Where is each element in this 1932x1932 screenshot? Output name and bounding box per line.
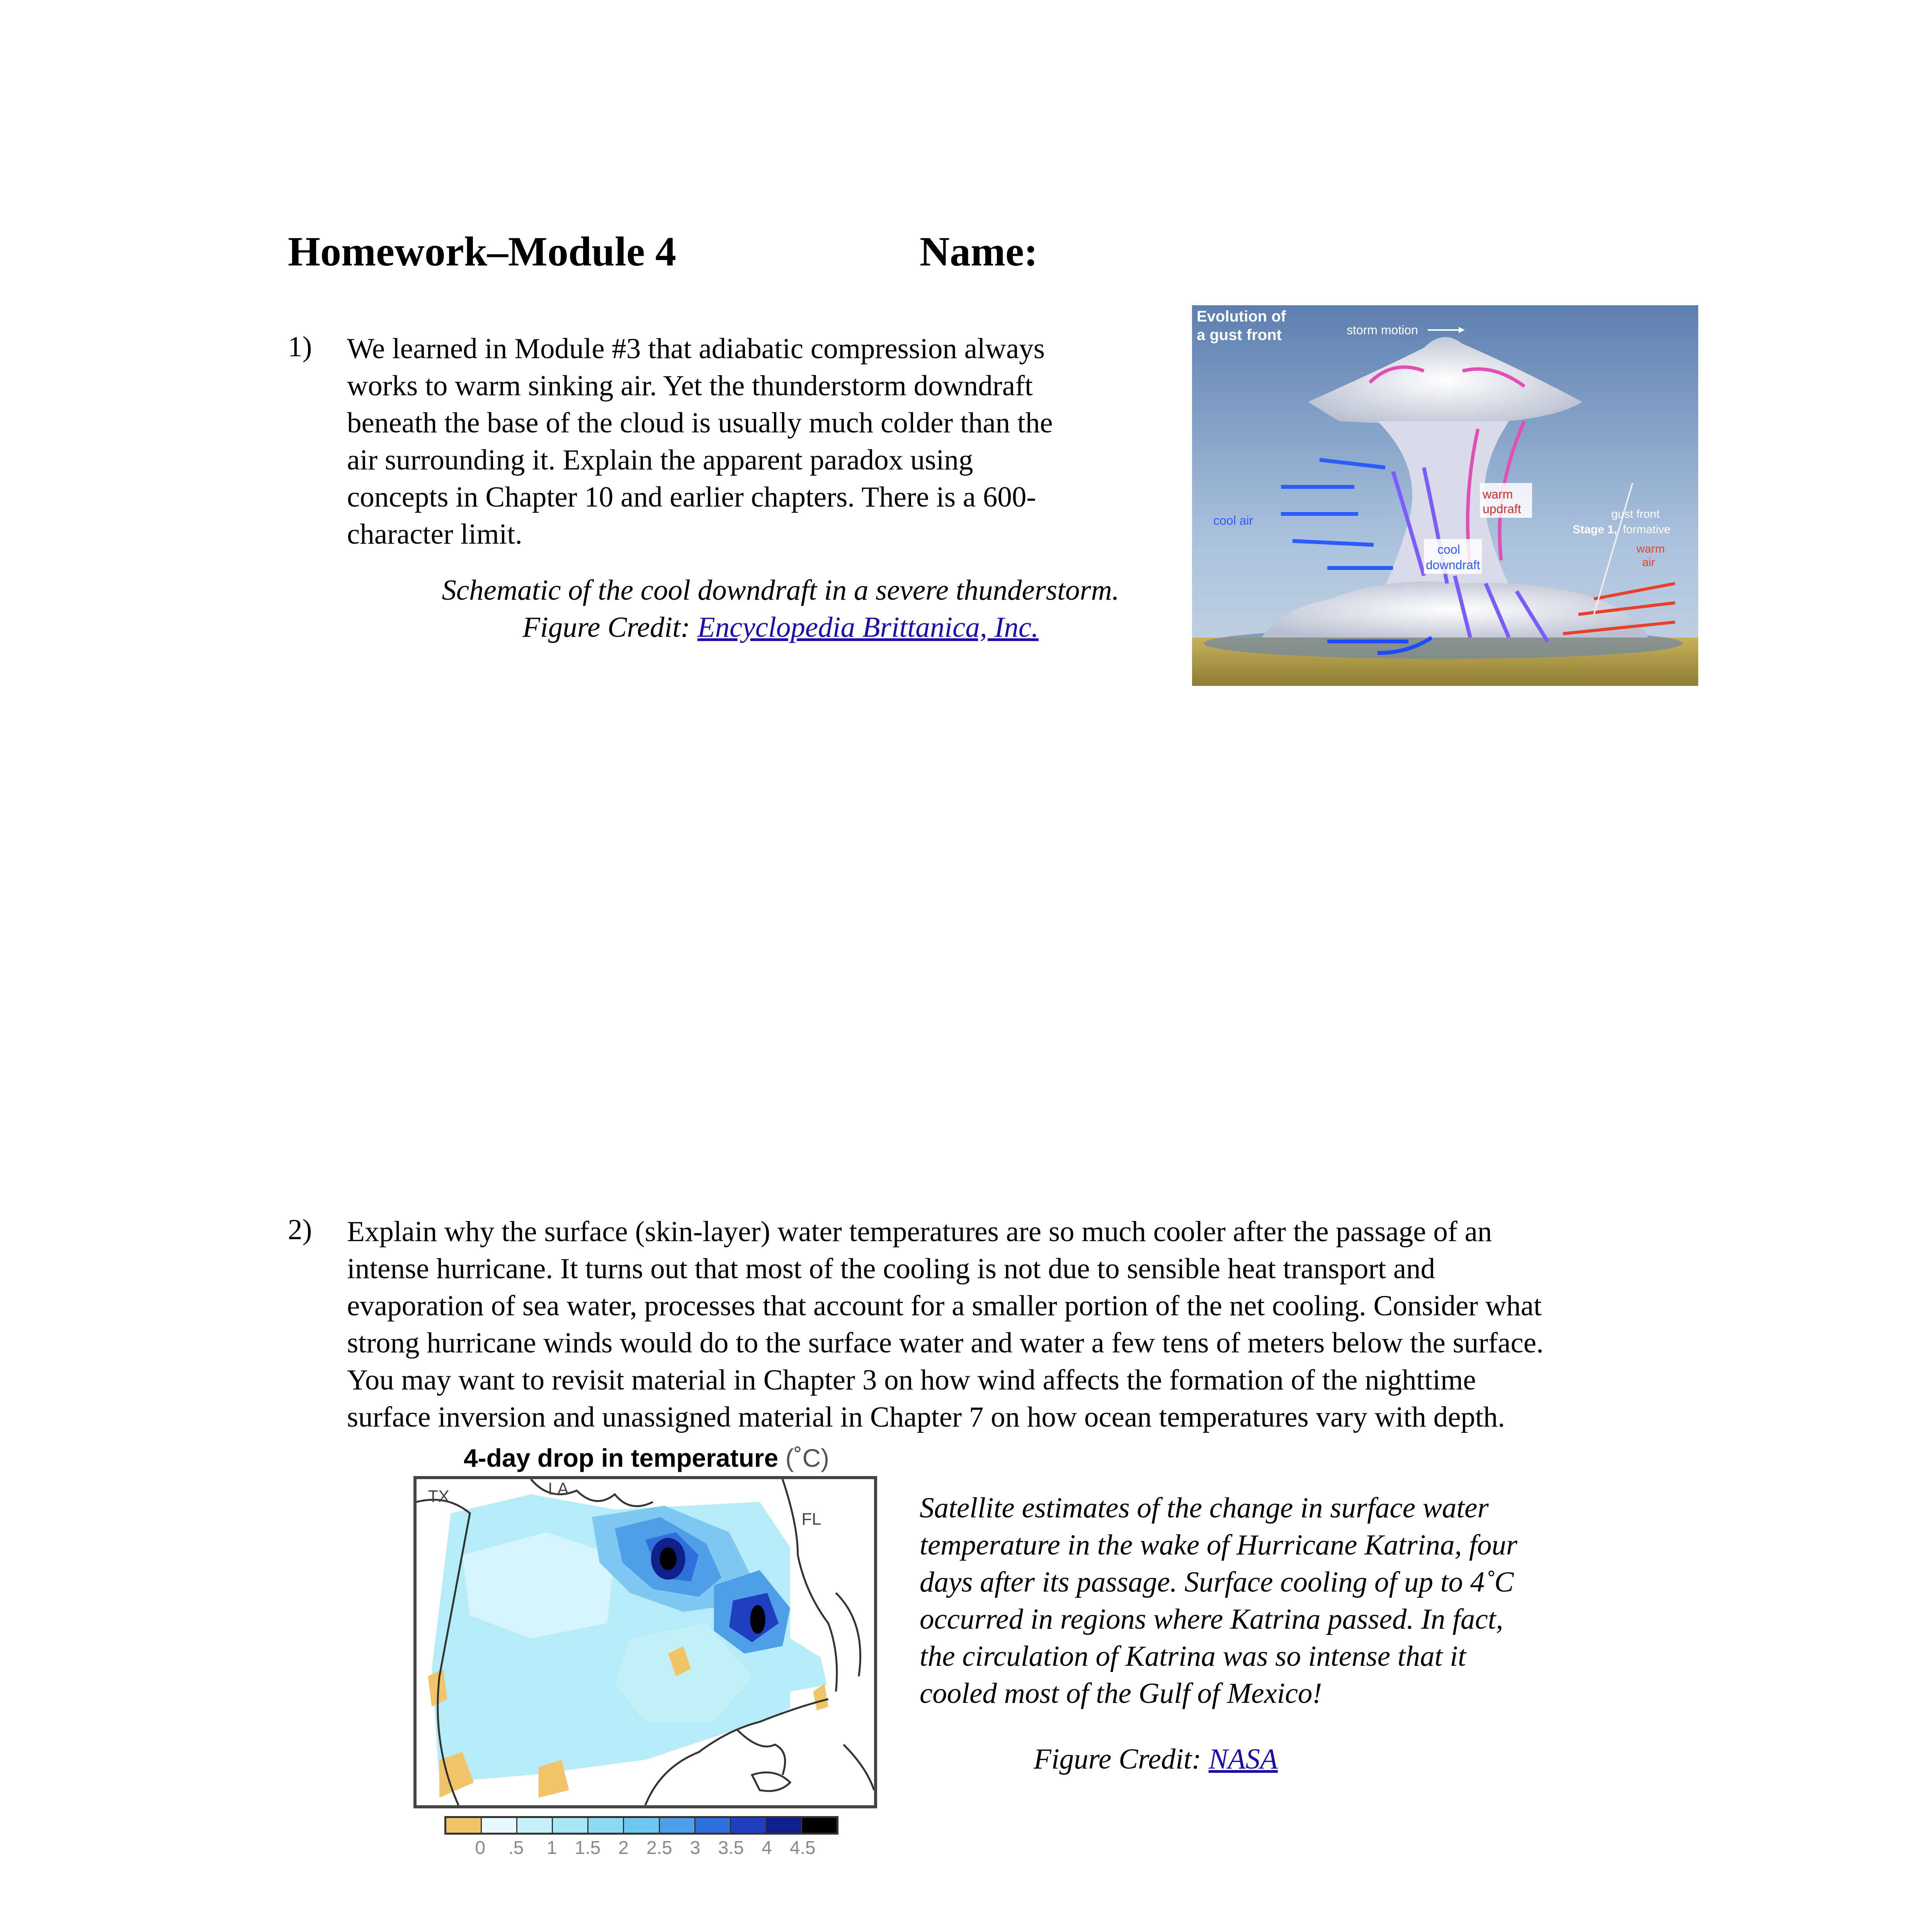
colorbar-tick-label: 3.5 — [718, 1838, 744, 1858]
question-2-text — [347, 1213, 1757, 1436]
q2-line: intense hurricane. It turns out that most of the cooling is not due to sensible heat transport and — [347, 1253, 1435, 1285]
warm-updraft-label-2: updraft — [1483, 502, 1521, 516]
florida-label: FL — [801, 1510, 821, 1529]
q2-line: You may want to revisit material in Chapter 3 on how wind affects the formation of the nighttime — [347, 1364, 1476, 1396]
figure-1-caption — [365, 572, 1196, 646]
q1-line: air surrounding it. Explain the apparent paradox using — [347, 444, 973, 476]
gust-front-label-1: gust front — [1611, 508, 1660, 520]
colorbar-cell — [482, 1818, 517, 1833]
colorbar-tick-label: 2 — [618, 1838, 629, 1858]
thunderstorm-gust-front-figure — [1192, 305, 1698, 686]
colorbar-tick-label: 2.5 — [646, 1838, 672, 1858]
colorbar-cell — [731, 1818, 767, 1833]
colorbar-cell — [553, 1818, 588, 1833]
fig2-caption-line: occurred in regions where Katrina passed. In fact, — [920, 1603, 1503, 1635]
colorbar-cell — [588, 1818, 624, 1833]
page-title: Homework–Module 4 — [288, 229, 676, 275]
figure-2-title-text: 4-day drop in temperature — [464, 1444, 779, 1472]
q2-line: strong hurricane winds would do to the surface water and water a few tens of meters below the surface. — [347, 1327, 1544, 1359]
louisiana-label: LA — [548, 1480, 569, 1498]
thunderstorm-illustration — [1192, 305, 1698, 686]
q1-line: works to warm sinking air. Yet the thunderstorm downdraft — [347, 370, 1033, 402]
question-1-number: 1) — [288, 331, 312, 363]
gulf-sst-drop-map — [413, 1476, 877, 1808]
colorbar-ticks — [444, 1837, 854, 1861]
fig2-caption-line: temperature in the wake of Hurricane Katrina, four — [920, 1529, 1518, 1561]
q1-line: character limit. — [347, 518, 522, 550]
colorbar-cell — [802, 1818, 837, 1833]
cool-downdraft-label-1: cool — [1437, 543, 1460, 556]
fig2-caption-line: days after its passage. Surface cooling of up to 4˚C — [920, 1566, 1514, 1598]
gust-front-label-3: formative — [1623, 523, 1671, 536]
warm-updraft-label-1: warm — [1483, 487, 1513, 501]
colorbar-cell — [517, 1818, 553, 1833]
question-2-number: 2) — [288, 1214, 312, 1246]
cool-downdraft-label-2: downdraft — [1426, 558, 1480, 572]
q1-line: beneath the base of the cloud is usually much colder than the — [347, 407, 1053, 439]
nasa-link[interactable]: NASA — [1208, 1743, 1278, 1775]
figure-1-caption-text: Schematic of the cool downdraft in a severe thunderstorm. — [442, 574, 1119, 606]
q2-line: surface inversion and unassigned material in Chapter 7 on how ocean temperatures vary with depth. — [347, 1401, 1505, 1433]
figure-1-credit — [365, 609, 1196, 646]
figure-1-title-line2: a gust front — [1197, 327, 1282, 344]
temperature-colorbar — [444, 1816, 838, 1835]
question-1-text — [347, 330, 1178, 553]
colorbar-tick-label: 4 — [762, 1838, 772, 1858]
colorbar-tick-label: 3 — [690, 1838, 701, 1858]
figure-2-caption — [920, 1490, 1654, 1712]
figure-2-credit — [1034, 1741, 1278, 1778]
colorbar-cell — [624, 1818, 660, 1833]
fig2-caption-line: Satellite estimates of the change in surface water — [920, 1492, 1489, 1524]
figure-1-title-line1: Evolution of — [1197, 308, 1286, 325]
warm-air-label-2: air — [1642, 556, 1655, 569]
texas-label: TX — [428, 1487, 450, 1506]
sst-map-graphic — [417, 1479, 874, 1805]
name-label: Name: — [920, 229, 1038, 275]
colorbar-tick-label: .5 — [508, 1838, 524, 1858]
encyclopedia-britannica-link[interactable]: Encyclopedia Brittanica, Inc. — [697, 611, 1039, 643]
colorbar-cell — [767, 1818, 802, 1833]
q2-line: Explain why the surface (skin-layer) water temperatures are so much cooler after the passage of an — [347, 1216, 1492, 1248]
q1-line: We learned in Module #3 that adiabatic compression always — [347, 333, 1045, 365]
fig2-caption-line: cooled most of the Gulf of Mexico! — [920, 1677, 1322, 1709]
cool-air-label: cool air — [1213, 514, 1253, 527]
colorbar-cell — [696, 1818, 731, 1833]
gust-front-label-2: Stage 1, — [1573, 523, 1617, 536]
q1-line: concepts in Chapter 10 and earlier chapters. There is a 600- — [347, 481, 1036, 513]
fig2-caption-line: the circulation of Katrina was so intense that it — [920, 1640, 1466, 1672]
warm-air-label-1: warm — [1636, 543, 1665, 555]
credit-prefix: Figure Credit: — [1034, 1743, 1209, 1775]
storm-motion-label: storm motion — [1347, 323, 1418, 337]
q2-line: evaporation of sea water, processes that account for a smaller portion of the net cooling. Consider what — [347, 1290, 1542, 1322]
colorbar-cell — [660, 1818, 696, 1833]
colorbar-tick-label: 1.5 — [575, 1838, 601, 1858]
colorbar-cell — [446, 1818, 482, 1833]
credit-prefix: Figure Credit: — [522, 611, 697, 643]
colorbar-tick-label: 4.5 — [789, 1838, 816, 1858]
colorbar-tick-label: 0 — [475, 1838, 486, 1858]
figure-2-title — [464, 1443, 829, 1473]
colorbar-tick-label: 1 — [546, 1838, 557, 1858]
figure-2-unit: (˚C) — [785, 1444, 830, 1472]
